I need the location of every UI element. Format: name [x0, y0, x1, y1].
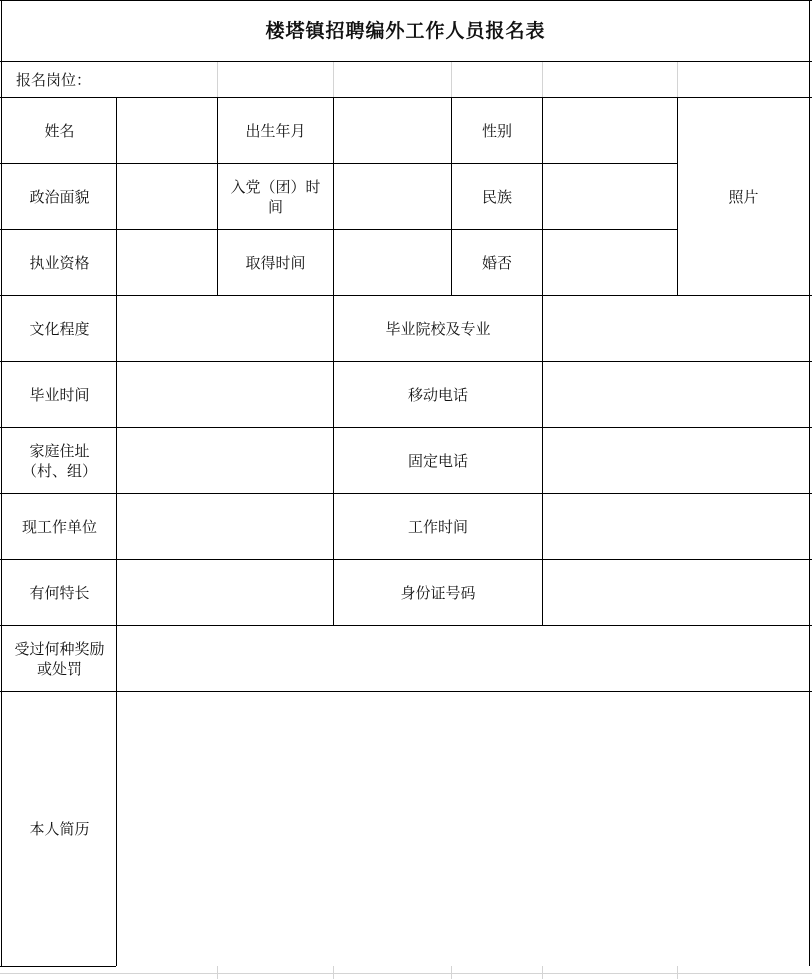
mobile-input[interactable]: [543, 362, 809, 427]
political-input[interactable]: [117, 164, 217, 229]
mobile-label: 移动电话: [407, 385, 468, 404]
photo-box[interactable]: 照片: [728, 187, 759, 206]
gender-label: 性别: [481, 121, 512, 140]
work-time-input[interactable]: [543, 494, 809, 559]
education-label: 文化程度: [29, 319, 90, 338]
id-input[interactable]: [543, 560, 809, 625]
form-title: 楼塔镇招聘编外工作人员报名表: [265, 20, 546, 42]
license-label: 执业资格: [29, 253, 90, 272]
birth-label: 出生年月: [245, 121, 306, 140]
employer-label: 现工作单位: [21, 517, 97, 536]
address-label: 家庭住址（村、组）: [21, 441, 97, 480]
obtained-date-input[interactable]: [334, 230, 451, 295]
position-label: 报名岗位：: [16, 70, 92, 89]
license-input[interactable]: [117, 230, 217, 295]
marital-input[interactable]: [543, 230, 677, 295]
obtained-date-label: 取得时间: [245, 253, 306, 272]
name-input[interactable]: [117, 98, 217, 163]
political-label: 政治面貌: [29, 187, 90, 206]
position-input[interactable]: [117, 62, 809, 97]
school-major-input[interactable]: [543, 296, 809, 361]
landline-label: 固定电话: [407, 451, 468, 470]
specialty-input[interactable]: [117, 560, 333, 625]
resume-label: 本人简历: [29, 820, 90, 838]
resume-input[interactable]: [117, 692, 809, 966]
marital-label: 婚否: [481, 253, 512, 272]
party-date-input[interactable]: [334, 164, 451, 229]
specialty-label: 有何特长: [29, 583, 90, 602]
ethnicity-label: 民族: [481, 187, 512, 206]
gender-input[interactable]: [543, 98, 677, 163]
awards-input[interactable]: [117, 626, 809, 691]
birth-input[interactable]: [334, 98, 451, 163]
work-time-label: 工作时间: [407, 517, 468, 536]
landline-input[interactable]: [543, 428, 809, 493]
grad-date-label: 毕业时间: [29, 385, 90, 404]
education-input[interactable]: [117, 296, 333, 361]
ethnicity-input[interactable]: [543, 164, 677, 229]
name-label: 姓名: [44, 121, 75, 140]
school-major-label: 毕业院校及专业: [385, 319, 491, 338]
grad-date-input[interactable]: [117, 362, 333, 427]
awards-label: 受过何种奖励或处罚: [14, 639, 105, 678]
id-label: 身份证号码: [400, 583, 476, 602]
party-date-label: 入党（团）时间: [230, 177, 321, 216]
employer-input[interactable]: [117, 494, 333, 559]
address-input[interactable]: [117, 428, 333, 493]
